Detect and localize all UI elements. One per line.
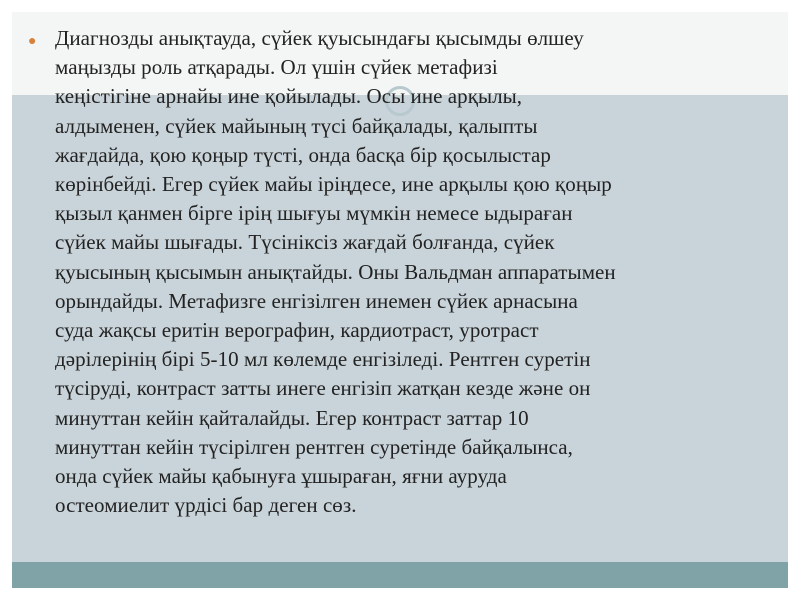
slide-content [28,24,778,520]
paragraph-line: дәрілерінің бірі 5-10 мл көлемде енгізіледі. Рентген суретін [55,347,591,372]
paragraph-line: сүйек майы шығады. Түсініксіз жағдай болғанда, сүйек [55,230,555,255]
paragraph-line: қызыл қанмен бірге ірің шығуы мүмкін немесе ыдыраған [55,201,573,226]
paragraph-line: онда сүйек майы қабынуға ұшыраған, яғни ауруда [55,464,507,489]
paragraph-line: минуттан кейін қайталайды. Егер контраст заттар 10 [55,405,529,430]
paragraph-line: остеомиелит үрдісі бар деген сөз. [55,493,357,518]
paragraph-line: түсіруді, контраст затты инеге енгізіп жатқан кезде және он [55,376,591,401]
bullet-icon: ● [28,34,37,49]
paragraph-line: Диагнозды анықтауда, сүйек қуысындағы қысымды өлшеу [55,26,584,50]
paragraph-line: маңызды роль атқарады. Ол үшін сүйек метафизі [55,55,498,80]
paragraph-line: орындайды. Метафизге енгізілген инемен сүйек арнасына [55,288,578,313]
paragraph-line: қуысының қысымын анықтайды. Оны Вальдман аппаратымен [55,259,616,284]
slide-footer-bar [12,562,788,588]
paragraph-line: минуттан кейін түсірілген рентген суретінде байқалынса, [55,434,573,459]
paragraph-line: суда жақсы еритін верографин, кардиотраст, уротраст [55,318,539,343]
body-paragraph [55,24,778,520]
paragraph-line: көрінбейді. Егер сүйек майы іріңдесе, ине арқылы қою қоңыр [55,172,612,197]
paragraph-line: алдыменен, сүйек майының түсі байқалады, қалыпты [55,113,538,138]
paragraph-line: жағдайда, қою қоңыр түсті, онда басқа бір қосылыстар [55,142,551,167]
paragraph-line: кеңістігіне арнайы ине қойылады. Осы ине арқылы, [55,84,523,109]
